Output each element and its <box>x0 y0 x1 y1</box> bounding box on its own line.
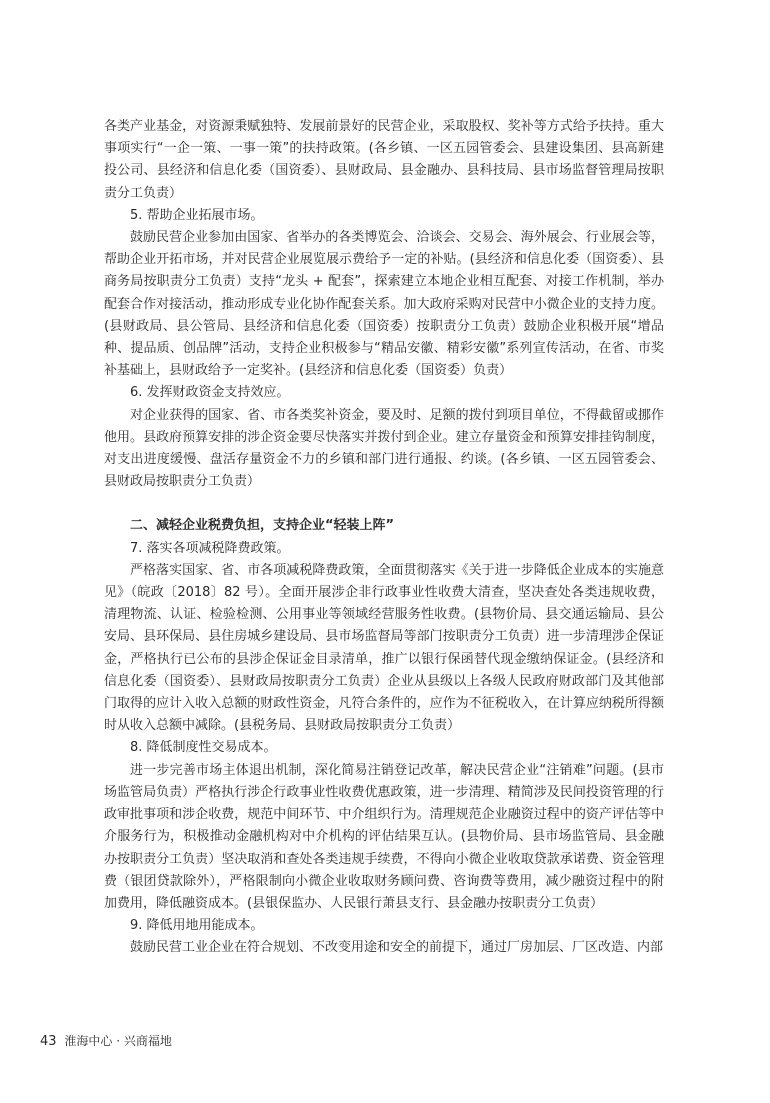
footer-title: 淮海中心 · 兴商福地 <box>64 1034 172 1048</box>
section-heading: 7. 落实各项减税降费政策。 <box>130 540 290 556</box>
paragraph: 对企业获得的国家、省、市各类奖补资金，要及时、足额的拨付到项目单位，不得截留或挪作他用。县政府预算安排的涉企资金要尽快落实并拨付到企业。建立存量资金和预算安排挂钩制度，对支出进度缓慢、盘活存量资金不力的乡镇和部门进行通报、约谈。(各乡镇、一区五园管委会、县财政局按职责分工负责） <box>104 407 664 490</box>
chapter-heading: 二、减轻企业税费负担，支持企业“轻装上阵” <box>130 518 395 534</box>
spacer <box>104 493 664 515</box>
section-heading: 8. 降低制度性交易成本。 <box>130 740 277 756</box>
page-footer <box>40 1032 172 1049</box>
paragraph: 严格落实国家、省、市各项减税降费政策，全面贯彻落实《关于进一步降低企业成本的实施意见》（皖政〔2018〕82 号）。全面开展涉企非行政事业性收费大清查，坚决查处各类违规收费，清理物流、认证、检验检测、公用事业等领域经营服务性收费。(县物价局、县交通运输局、县公安局、县环保局、县住房城乡建设局、县市场监督局等部门按职责分工负责）进一步清理涉企保证金，严格执行已公布的县涉企保证金目录清单，推广以银行保函替代现金缴纳保证金。(县经济和信息化委（国资委）、县财政局按职责分工负责）企业从县级以上各级人民政府财政部门及其他部门取得的应计入收入总额的财政性资金，凡符合条件的，应作为不征税收入，在计算应纳税所得额时从收入总额中减除。(县税务局、县财政局按职责分工负责） <box>104 562 664 734</box>
page-number: 43 <box>40 1034 57 1049</box>
paragraph: 各类产业基金，对资源秉赋独特、发展前景好的民营企业，采取股权、奖补等方式给予扶持。重大事项实行“一企一策、一事一策”的扶持政策。(各乡镇、一区五园管委会、县建设集团、县高新建投公司、县经济和信息化委（国资委）、县财政局、县金融办、县科技局、县市场监督管理局按职责分工负责） <box>104 119 664 201</box>
page-body <box>104 116 664 960</box>
paragraph: 进一步完善市场主体退出机制，深化简易注销登记改革，解决民营企业“注销难”问题。(县市场监管局负责）严格执行涉企行政事业性收费优惠政策，进一步清理、精简涉及民间投资管理的行政审批事项和涉企收费，规范中间环节、中介组织行为。清理规范企业融资过程中的资产评估等中介服务行为，积极推动金融机构对中介机构的评估结果互认。(县物价局、县市场监管局、县金融办按职责分工负责）坚决取消和查处各类违规手续费，不得向小微企业收取贷款承诺费、资金管理费（银团贷款除外），严格限制向小微企业收取财务顾问费、咨询费等费用，减少融资过程中的附加费用，降低融资成本。(县银保监办、人民银行萧县支行、县金融办按职责分工负责） <box>104 762 664 911</box>
section-heading: 9. 降低用地用能成本。 <box>130 918 264 934</box>
section-heading: 5. 帮助企业拓展市场。 <box>130 207 264 223</box>
paragraph: 鼓励民营工业企业在符合规划、不改变用途和安全的前提下，通过厂房加层、厂区改造、内部 <box>130 940 664 956</box>
section-heading: 6. 发挥财政资金支持效应。 <box>130 385 290 401</box>
paragraph: 鼓励民营企业参加由国家、省举办的各类博览会、洽谈会、交易会、海外展会、行业展会等，帮助企业开拓市场，并对民营企业展览展示费给予一定的补贴。(县经济和信息化委（国资委）、县商务局按职责分工负责）支持“龙头 + 配套”，探索建立本地企业相互配套、对接工作机制，举办配套合作对接活动，推动形成专业化协作配套关系。加大政府采购对民营中小微企业的支持力度。(县财政局、县公管局、县经济和信息化委（国资委）按职责分工负责）鼓励企业积极开展“增品种、提品质、创品牌”活动，支持企业积极参与“精品安徽、精彩安徽”系列宣传活动，在省、市奖补基础上，县财政给予一定奖补。(县经济和信息化委（国资委）负责） <box>104 230 664 379</box>
